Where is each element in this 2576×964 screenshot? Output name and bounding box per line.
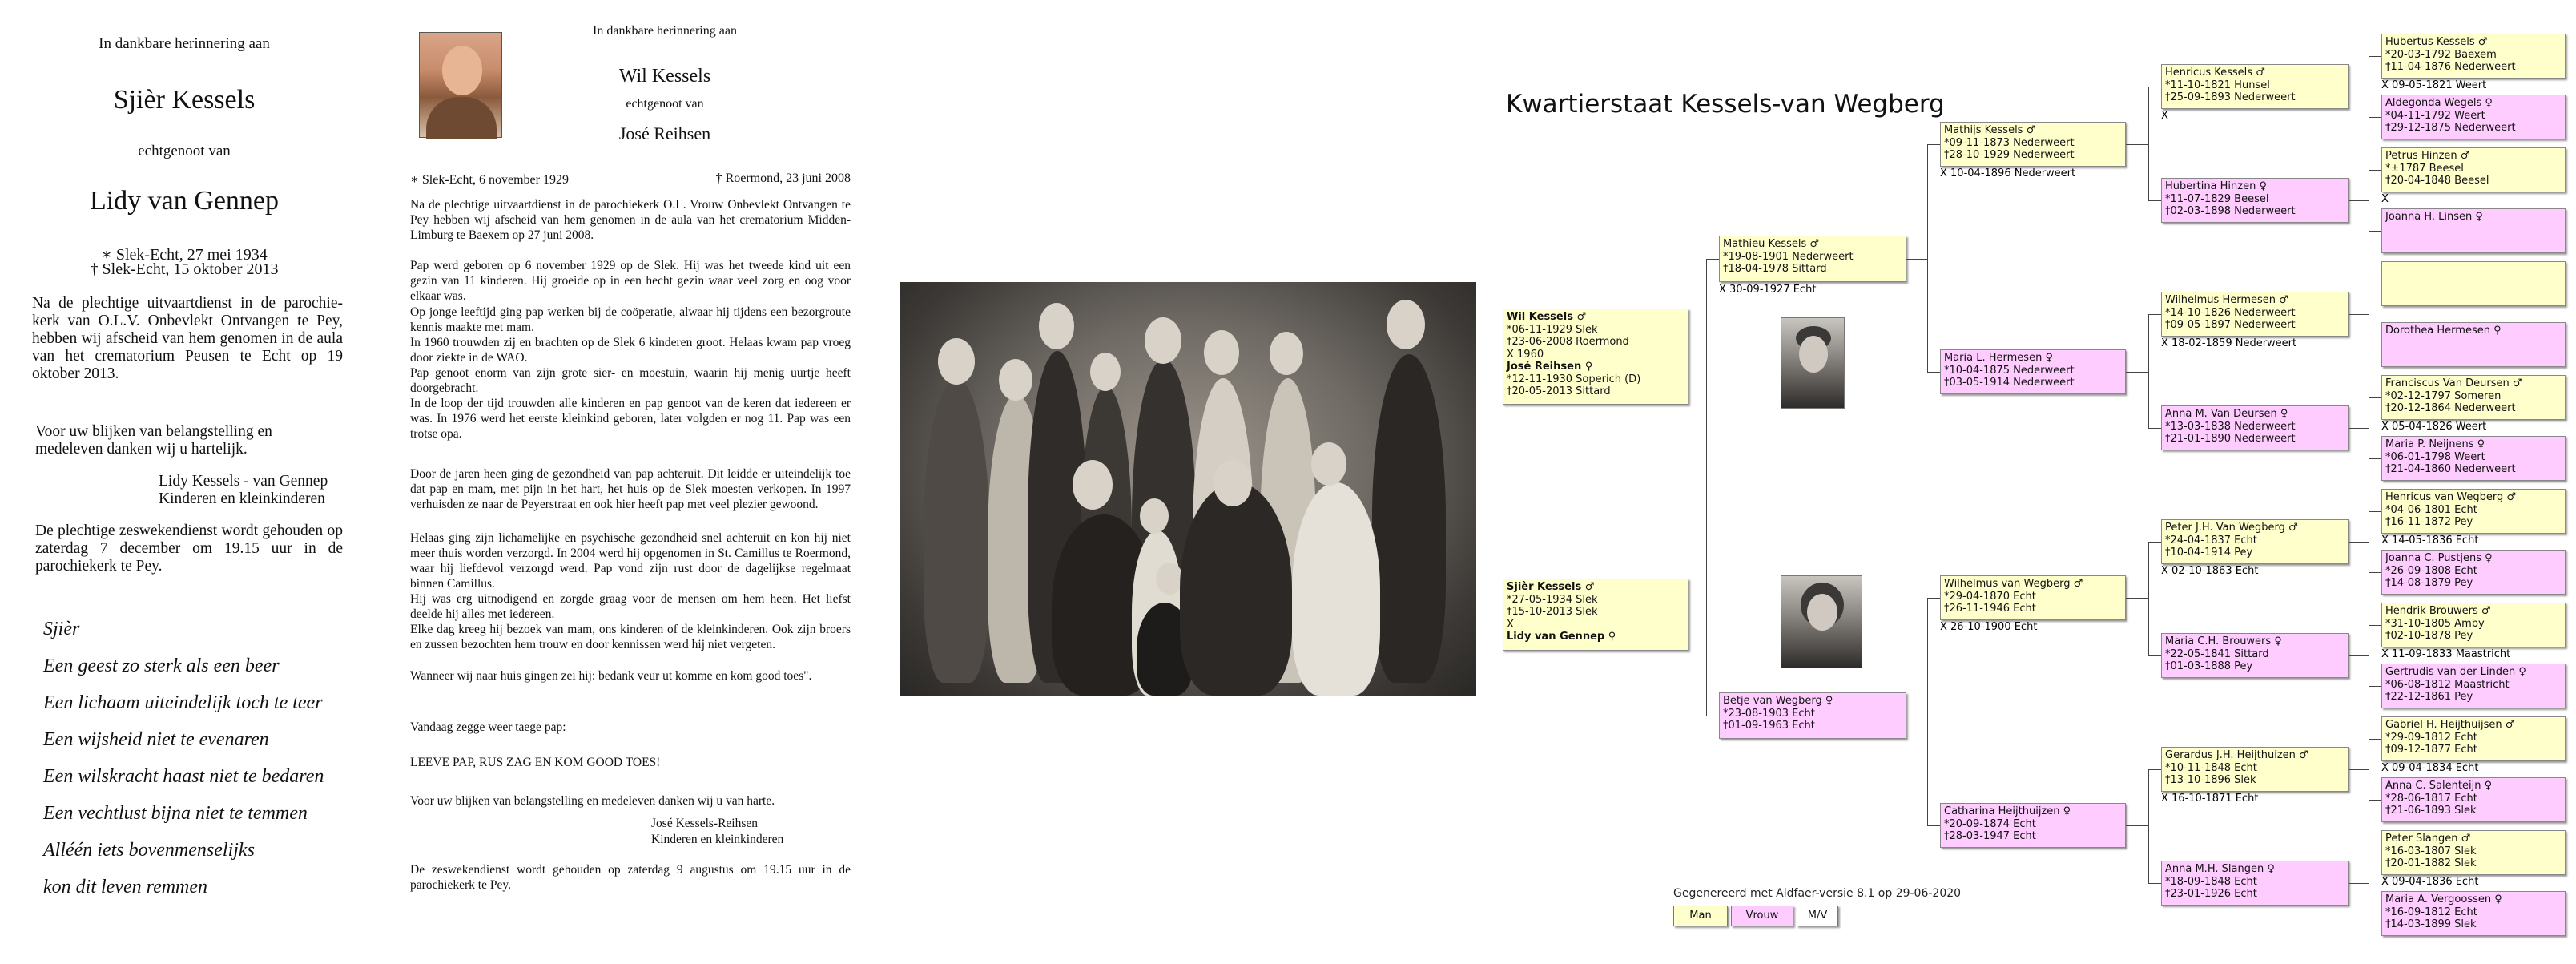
person-name: Sjièr Kessels ♂ xyxy=(1507,581,1595,593)
person-name: Hendrik Brouwers ♂ xyxy=(2385,605,2491,617)
card2-paragraph: Helaas ging zijn lichamelijke en psychische gezondheid snel achteruit en kon hij niet meer thuis worden verzorgd. In 2004 werd hij opgenomen in St. Camillus te Roermond, waar hij liefdevol verzorgd werd. Pap vond zijn rust door de dagelijkse regelmaat binnen Camillus. xyxy=(410,531,851,591)
birth-line: *29-04-1870 Echt xyxy=(1944,590,2036,603)
death-line: †16-11-1872 Pey xyxy=(2385,516,2473,528)
card1-died: † Slek-Echt, 15 oktober 2013 xyxy=(90,260,279,278)
connector-line xyxy=(2349,314,2369,315)
connector-line xyxy=(2148,542,2161,543)
connector-line xyxy=(2369,572,2381,573)
connector-line xyxy=(2369,170,2381,171)
person-name: Gerardus J.H. Heijthuizen ♂ xyxy=(2165,749,2308,761)
person-name: Peter J.H. Van Wegberg ♂ xyxy=(2165,522,2298,534)
person-name: Maria C.H. Brouwers ♀ xyxy=(2165,635,2282,647)
card1-spouse-intro: echtgenoot van xyxy=(138,143,231,159)
card1-funeral-text: Na de plechtige uitvaartdienst in de parochie-kerk van O.L.V. Onbevlekt Ontvangen te Pey, hebben wij afscheid van hem genomen in de aula van het crematorium Peusen te Echt op 19 oktober 2013. xyxy=(32,295,343,382)
connector-line xyxy=(2369,458,2381,459)
poem-line: kon dit leven remmen xyxy=(43,877,208,897)
connector-line xyxy=(1706,259,1707,716)
marriage-label: X xyxy=(2161,110,2168,122)
birth-line: *02-12-1797 Someren xyxy=(2385,389,2502,402)
pedigree-chart xyxy=(1490,0,2576,964)
marriage-label: X 11-09-1833 Maastricht xyxy=(2381,648,2511,660)
death-line: †22-12-1861 Pey xyxy=(2385,691,2473,703)
card1-spouse: Lidy van Gennep xyxy=(89,186,280,216)
death-line: †18-04-1978 Sittard xyxy=(1723,263,1827,275)
card2-paragraph: Elke dag kreeg hij bezoek van mam, ons kinderen of de kleinkinderen. Ook zijn broers en zussen bezochten hem trouw en door kennissen werd hij niet vergeten. xyxy=(410,623,851,651)
card2-sign1: José Kessels-Reihsen xyxy=(651,817,759,830)
ancestor-box[interactable] xyxy=(2381,147,2566,192)
connector-line xyxy=(2369,231,2381,232)
card2-paragraph: Hij was erg uitnodigend en zorgde graag voor de mensen om hem heen. Het liefst deelde hij alles met iedereen. xyxy=(410,592,851,621)
birth-line: *16-03-1807 Slek xyxy=(2385,845,2477,857)
person-name: Hubertina Hinzen ♀ xyxy=(2165,180,2267,192)
family-photo xyxy=(900,282,1476,696)
ancestor-box[interactable] xyxy=(2381,95,2566,139)
ancestor-box[interactable] xyxy=(2161,405,2349,450)
person-name: Henricus Kessels ♂ xyxy=(2165,67,2265,79)
death-line: †29-12-1875 Nederweert xyxy=(2385,122,2516,134)
connector-line xyxy=(2369,686,2381,687)
poem-line: Een wilskracht haast niet te bedaren xyxy=(43,766,324,787)
birth-line: *12-11-1930 Soperich (D) xyxy=(1507,373,1641,385)
person-name: Wilhelmus van Wegberg ♂ xyxy=(1944,578,2083,590)
birth-line: *14-10-1826 Nederweert xyxy=(2165,306,2296,319)
ancestor-box[interactable] xyxy=(1719,236,1906,282)
ancestor-box[interactable] xyxy=(2161,519,2349,564)
connector-line xyxy=(1927,144,1928,372)
person-name: Gabriel H. Heijthuijsen ♂ xyxy=(2385,719,2515,731)
card2-paragraph: Voor uw blijken van belangstelling en medeleven danken wij u van harte. xyxy=(410,794,775,808)
person-name: Catharina Heijthuijzen ♀ xyxy=(1944,805,2071,817)
poem-line: Alléén iets bovenmenselijks xyxy=(43,840,255,861)
ancestor-box[interactable] xyxy=(2161,64,2349,109)
death-line: †14-03-1899 Slek xyxy=(2385,918,2477,930)
root-box-sjier[interactable] xyxy=(1503,579,1688,651)
connector-line xyxy=(2126,598,2148,599)
birth-line: *11-10-1821 Hunsel xyxy=(2165,79,2270,91)
death-line: †15-10-2013 Slek xyxy=(1507,606,1598,618)
pedigree-title: Kwartierstaat Kessels-van Wegberg xyxy=(1506,90,1945,119)
connector-line xyxy=(2148,769,2161,770)
person-name: Mathieu Kessels ♂ xyxy=(1723,238,1820,250)
person-name: Joanna H. Linsen ♀ xyxy=(2385,211,2483,223)
death-line: †21-04-1860 Nederweert xyxy=(2385,463,2516,475)
birth-line: *20-03-1792 Baexem xyxy=(2385,48,2497,61)
birth-line: *28-06-1817 Echt xyxy=(2385,792,2477,805)
poem-line: Een lichaam uiteindelijk toch te teer xyxy=(43,692,323,713)
marriage-label: X 18-02-1859 Nederweert xyxy=(2161,337,2297,349)
person-name: Anna M. Van Deursen ♀ xyxy=(2165,408,2288,420)
card2-sign2: Kinderen en kleinkinderen xyxy=(651,833,784,846)
person-name: Maria A. Vergoossen ♀ xyxy=(2385,893,2502,906)
marriage-label: X 14-05-1836 Echt xyxy=(2381,534,2479,547)
ancestor-box[interactable] xyxy=(1719,692,1906,739)
marriage-label: X 05-04-1826 Weert xyxy=(2381,421,2487,433)
birth-line: *27-05-1934 Slek xyxy=(1507,593,1598,606)
death-line: †09-12-1877 Echt xyxy=(2385,744,2477,756)
marriage-label: X 09-05-1821 Weert xyxy=(2381,79,2487,91)
person-name: Joanna C. Pustjens ♀ xyxy=(2385,552,2493,564)
death-line: †01-03-1888 Pey xyxy=(2165,660,2253,672)
card2-paragraph: Pap werd geboren op 6 november 1929 op de Slek. Hij was het tweede kind uit een gezin van 11 kinderen. Hij groeide op in een hecht gezin waar veel zorg en oog voor elkaar was. xyxy=(410,259,851,303)
death-line: †10-04-1914 Pey xyxy=(2165,547,2253,559)
birth-line: *23-08-1903 Echt xyxy=(1723,707,1815,720)
person-name: Maria L. Hermesen ♀ xyxy=(1944,352,2053,364)
person-name: Wil Kessels ♂ xyxy=(1507,311,1587,323)
connector-line xyxy=(1927,372,1940,373)
death-line: †28-03-1947 Echt xyxy=(1944,830,2036,842)
root-box-wil[interactable] xyxy=(1503,309,1688,405)
spouse-name: Lidy van Gennep ♀ xyxy=(1507,631,1616,643)
birth-line: *29-09-1812 Echt xyxy=(2385,731,2477,744)
card2-paragraph: LEEVE PAP, RUS ZAG EN KOM GOOD TOES! xyxy=(410,756,661,769)
card2-paragraph: Pap genoot enorm van zijn grote sier- en moestuin, waarin hij menig uurtje heeft doorgebracht. xyxy=(410,366,851,395)
card2-paragraph: Wanneer wij naar huis gingen zei hij: bedank veur ut komme en kom good toes". xyxy=(410,669,812,683)
death-line: †01-09-1963 Echt xyxy=(1723,720,1815,732)
card1-mass-text: De plechtige zeswekendienst wordt gehouden op zaterdag 7 december om 19.15 uur in de parochiekerk te Pey. xyxy=(35,522,343,575)
birth-line: *19-08-1901 Nederweert xyxy=(1723,250,1854,263)
card2-intro: In dankbare herinnering aan xyxy=(593,24,737,38)
connector-line xyxy=(1906,259,1927,260)
person-name: Peter Slangen ♂ xyxy=(2385,833,2471,845)
card2-paragraph: Na de plechtige uitvaartdienst in de parochiekerk O.L. Vrouw Onbevlekt Ontvangen te Pey hebben wij afscheid van hem genomen in de aula van het crematorium Midden-Limburg te Baexem op 27 juni 2008. xyxy=(410,198,851,242)
birth-line: *31-10-1805 Amby xyxy=(2385,617,2485,630)
ancestor-box[interactable] xyxy=(2381,716,2566,761)
death-line: †20-01-1882 Slek xyxy=(2385,857,2477,869)
card2-spouse-intro: echtgenoot van xyxy=(626,97,704,111)
poem-line: Een vechtlust bijna niet te temmen xyxy=(43,803,308,824)
memorial-card-sjier xyxy=(0,0,368,964)
person-name: Anna M.H. Slangen ♀ xyxy=(2165,863,2275,875)
card2-died: † Roermond, 23 juni 2008 xyxy=(715,171,851,185)
legend-man: Man xyxy=(1673,906,1728,926)
card1-name: Sjièr Kessels xyxy=(113,85,256,115)
card2-paragraph: In 1960 trouwden zij en brachten op de Slek 6 kinderen groot. Helaas kwam pap vroeg door ziekte in de WAO. xyxy=(410,336,851,365)
card1-sign1: Lidy Kessels - van Gennep xyxy=(159,473,328,490)
connector-line xyxy=(2126,372,2148,373)
spouse-name: José Reihsen ♀ xyxy=(1507,361,1593,373)
card2-paragraph: In de loop der tijd trouwden alle kinderen en pap genoot van de keren dat iedereen er was. In 1976 werd het eerste kleinkind geboren, later volgden er nog 11. Pap was een trotse opa. xyxy=(410,397,851,441)
connector-line xyxy=(2349,428,2369,429)
marriage-label: X 10-04-1896 Nederweert xyxy=(1940,167,2076,179)
person-name: Gertrudis van der Linden ♀ xyxy=(2385,666,2526,678)
birth-line: *22-05-1841 Sittard xyxy=(2165,647,2269,660)
ancestor-box[interactable] xyxy=(2381,830,2566,875)
connector-line xyxy=(2126,825,2148,826)
ancestor-box[interactable] xyxy=(2381,891,2566,936)
birth-line: *04-06-1801 Echt xyxy=(2385,503,2477,516)
card2-name: Wil Kessels xyxy=(618,66,711,87)
marriage-label: X 30-09-1927 Echt xyxy=(1719,284,1817,296)
card2-paragraph: Op jonge leeftijd ging pap werken bij de coöperatie, alwaar hij tijdens een bezorgroute kennis maakte met mam. xyxy=(410,305,851,334)
ancestor-box[interactable] xyxy=(2381,261,2566,306)
ancestor-box[interactable] xyxy=(2161,292,2349,337)
person-name: Petrus Hinzen ♂ xyxy=(2385,150,2470,162)
connector-line xyxy=(2148,542,2149,655)
ancestor-box[interactable] xyxy=(2381,34,2566,79)
birth-line: *06-11-1929 Slek xyxy=(1507,323,1598,336)
card2-paragraph: De zeswekendienst wordt gehouden op zaterdag 9 augustus om 19.15 uur in de parochiekerk te Pey. xyxy=(410,863,851,892)
birth-line: *10-04-1875 Nederweert xyxy=(1944,364,2075,377)
death-line: †23-06-2008 Roermond xyxy=(1507,336,1629,348)
connector-line xyxy=(2369,625,2381,626)
connector-line xyxy=(2369,511,2381,512)
ancestor-box[interactable] xyxy=(2161,747,2349,792)
person-name: Dorothea Hermesen ♀ xyxy=(2385,325,2502,337)
connector-line xyxy=(1927,144,1940,145)
birth-line: *26-09-1808 Echt xyxy=(2385,564,2477,577)
birth-line: *11-07-1829 Beesel xyxy=(2165,192,2269,205)
ancestor-box[interactable] xyxy=(2381,603,2566,647)
birth-line: *20-09-1874 Echt xyxy=(1944,817,2036,830)
connector-line xyxy=(1927,598,1928,825)
death-line: †26-11-1946 Echt xyxy=(1944,603,2036,615)
ancestor-box[interactable] xyxy=(2161,861,2349,906)
connector-line xyxy=(2369,800,2381,801)
marriage-label: X xyxy=(2381,193,2389,205)
connector-line xyxy=(2148,883,2161,884)
connector-line xyxy=(2148,87,2149,200)
connector-line xyxy=(2369,117,2381,118)
marriage-label: X 09-04-1834 Echt xyxy=(2381,762,2479,774)
generated-note: Gegenereerd met Aldfaer-versie 8.1 op 29-06-2020 xyxy=(1673,887,1962,900)
card2-paragraph: Door de jaren heen ging de gezondheid van pap achteruit. Dit leidde er uiteindelijk toe dat pap en mam, met pijn in het hart, het huis op de Slek moesten verkopen. In 1997 verhuisden ze naar de Peyerstraat en ook hier heeft pap met veel plezier gewoond. xyxy=(410,467,851,511)
connector-line xyxy=(2369,56,2381,57)
card1-born: ∗ Slek-Echt, 27 mei 1934 xyxy=(101,246,268,264)
death-line: †23-01-1926 Echt xyxy=(2165,888,2257,900)
person-name: Anna C. Salenteijn ♀ xyxy=(2385,780,2493,792)
death-line: †21-01-1890 Nederweert xyxy=(2165,433,2296,445)
connector-line xyxy=(1927,825,1940,826)
thumbnail-photo-father xyxy=(1781,317,1845,409)
birth-line: *24-04-1837 Echt xyxy=(2165,534,2257,547)
ancestor-box[interactable] xyxy=(2381,208,2566,253)
birth-line: *09-11-1873 Nederweert xyxy=(1944,136,2075,149)
ancestor-box[interactable] xyxy=(1940,803,2126,848)
marriage-label: X 09-04-1836 Echt xyxy=(2381,876,2479,888)
marriage-label: X 02-10-1863 Echt xyxy=(2161,565,2259,577)
poem-line: Sjièr xyxy=(43,619,80,639)
death-line: †25-09-1893 Nederweert xyxy=(2165,91,2296,103)
connector-line xyxy=(1706,259,1719,260)
connector-line xyxy=(1927,598,1940,599)
person-name: Aldegonda Wegels ♀ xyxy=(2385,97,2493,109)
birth-line: *06-08-1812 Maastricht xyxy=(2385,678,2510,691)
ancestor-box[interactable] xyxy=(2381,777,2566,822)
card1-intro: In dankbare herinnering aan xyxy=(99,35,270,52)
death-line: †21-06-1893 Slek xyxy=(2385,805,2477,817)
death-line: †20-12-1864 Nederweert xyxy=(2385,402,2516,414)
connector-line xyxy=(2148,200,2161,201)
connector-line xyxy=(2349,200,2369,201)
death-line: †20-05-2013 Sittard xyxy=(1507,385,1611,397)
ancestor-box[interactable] xyxy=(2381,550,2566,595)
death-line: †03-05-1914 Nederweert xyxy=(1944,377,2075,389)
marriage-label: X 26-10-1900 Echt xyxy=(1940,621,2038,633)
legend-mv: M/V xyxy=(1797,906,1838,926)
person-name: Mathijs Kessels ♂ xyxy=(1944,124,2036,136)
card1-thanks-text: Voor uw blijken van belangstelling en medeleven danken wij u hartelijk. xyxy=(35,423,272,458)
marriage-line: X 1960 xyxy=(1507,348,1544,361)
ancestor-box[interactable] xyxy=(2381,489,2566,534)
memorial-card-wil xyxy=(400,0,865,964)
death-line: †11-04-1876 Nederweert xyxy=(2385,61,2516,73)
connector-line xyxy=(2148,428,2161,429)
ancestor-box[interactable] xyxy=(2381,436,2566,481)
death-line: †13-10-1896 Slek xyxy=(2165,774,2256,786)
ancestor-box[interactable] xyxy=(2381,322,2566,367)
ancestor-box[interactable] xyxy=(2161,178,2349,223)
connector-line xyxy=(2349,655,2369,656)
birth-line: *16-09-1812 Echt xyxy=(2385,906,2477,918)
birth-line: *06-01-1798 Weert xyxy=(2385,450,2485,463)
person-name: Henricus van Wegberg ♂ xyxy=(2385,491,2517,503)
poem-line: Een wijsheid niet te evenaren xyxy=(43,729,269,750)
connector-line xyxy=(2369,739,2381,740)
marriage-line: X xyxy=(1507,618,1514,631)
birth-line: *18-09-1848 Echt xyxy=(2165,875,2257,888)
death-line: †09-05-1897 Nederweert xyxy=(2165,319,2296,331)
connector-line xyxy=(2126,144,2148,145)
person-name: Maria P. Neijnens ♀ xyxy=(2385,438,2485,450)
connector-line xyxy=(2148,769,2149,883)
death-line: †28-10-1929 Nederweert xyxy=(1944,149,2075,161)
person-name: Betje van Wegberg ♀ xyxy=(1723,695,1833,707)
person-name: Hubertus Kessels ♂ xyxy=(2385,36,2488,48)
death-line: †14-08-1879 Pey xyxy=(2385,577,2473,589)
poem-line: Een geest zo sterk als een beer xyxy=(43,655,280,676)
death-line: †20-04-1848 Beesel xyxy=(2385,175,2489,187)
ancestor-box[interactable] xyxy=(1940,575,2126,620)
connector-line xyxy=(2349,542,2369,543)
legend-vrouw: Vrouw xyxy=(1731,906,1793,926)
ancestor-box[interactable] xyxy=(2381,375,2566,420)
death-line: †02-03-1898 Nederweert xyxy=(2165,205,2296,217)
connector-line xyxy=(2369,397,2381,398)
card2-paragraph: Vandaag zegge weer taege pap: xyxy=(410,720,566,734)
birth-line: *13-03-1838 Nederweert xyxy=(2165,420,2296,433)
connector-line xyxy=(2148,314,2161,315)
person-name: Wilhelmus Hermesen ♂ xyxy=(2165,294,2288,306)
birth-line: *10-11-1848 Echt xyxy=(2165,761,2257,774)
marriage-label: X 16-10-1871 Echt xyxy=(2161,793,2259,805)
ancestor-box[interactable] xyxy=(2161,633,2349,678)
ancestor-box[interactable] xyxy=(1940,349,2126,394)
birth-line: *±1787 Beesel xyxy=(2385,162,2464,175)
ancestor-box[interactable] xyxy=(1940,122,2126,167)
connector-line xyxy=(2349,883,2369,884)
thumbnail-photo-mother xyxy=(1781,575,1862,668)
connector-line xyxy=(2349,769,2369,770)
card2-born: ∗ Slek-Echt, 6 november 1929 xyxy=(410,173,569,187)
card2-spouse: José Reihsen xyxy=(618,123,711,143)
person-name: Franciscus Van Deursen ♂ xyxy=(2385,377,2522,389)
connector-line xyxy=(2148,314,2149,428)
birth-line: *04-11-1792 Weert xyxy=(2385,109,2485,122)
card1-sign2: Kinderen en kleinkinderen xyxy=(159,490,325,507)
death-line: †02-10-1878 Pey xyxy=(2385,630,2473,642)
connector-line xyxy=(2148,655,2161,656)
ancestor-box[interactable] xyxy=(2381,664,2566,708)
